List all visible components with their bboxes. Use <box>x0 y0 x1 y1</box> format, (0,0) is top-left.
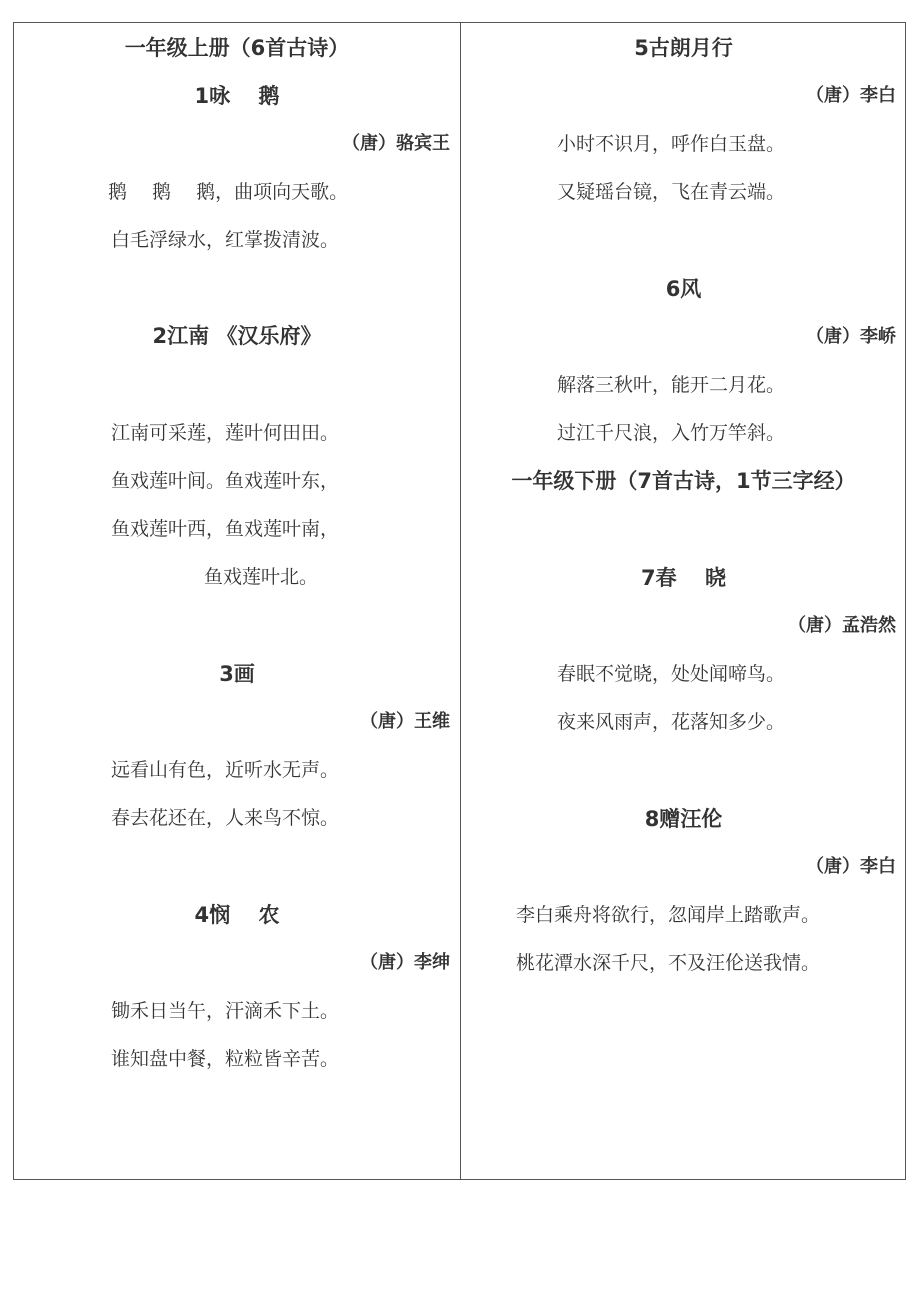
poem-title: 1咏 鹅 <box>194 84 280 108</box>
poem-line: 远看山有色，近听水无声。 <box>111 759 340 781</box>
section-title-grade1-down: 一年级下册（7首古诗，1节三字经） <box>511 469 856 493</box>
poem-title: 7春 晓 <box>641 566 726 590</box>
poem-author: （唐）骆宾王 <box>342 133 450 154</box>
poem-author: （唐）王维 <box>360 711 450 732</box>
poem-title: 2江南 《汉乐府》 <box>152 324 322 348</box>
poem-line: 锄禾日当午，汗滴禾下土。 <box>111 1000 340 1022</box>
poem-title: 5古朗月行 <box>634 36 733 60</box>
section-title-grade1-up: 一年级上册（6首古诗） <box>124 36 350 60</box>
poem-line: 小时不识月，呼作白玉盘。 <box>557 133 786 155</box>
poem-line: 李白乘舟将欲行，忽闻岸上踏歌声。 <box>516 904 821 926</box>
poem-line: 春眠不觉晓，处处闻啼鸟。 <box>557 663 786 685</box>
poem-line: 桃花潭水深千尺，不及汪伦送我情。 <box>516 952 821 974</box>
poem-line: 夜来风雨声，花落知多少。 <box>557 711 786 733</box>
poem-line: 鱼戏莲叶北。 <box>204 566 319 588</box>
poem-author: （唐）孟浩然 <box>788 615 896 636</box>
poem-line: 春去花还在，人来鸟不惊。 <box>111 807 340 829</box>
poem-line: 鱼戏莲叶间。鱼戏莲叶东， <box>111 470 340 492</box>
poem-title: 8赠汪伦 <box>644 807 723 831</box>
poem-title: 6风 <box>665 277 702 301</box>
poem-line: 白毛浮绿水，红掌拨清波。 <box>111 229 340 251</box>
poem-line: 又疑瑶台镜，飞在青云端。 <box>557 181 786 203</box>
poem-author: （唐）李白 <box>806 85 896 106</box>
poem-line: 过江千尺浪，入竹万竿斜。 <box>557 422 786 444</box>
poem-line: 江南可采莲，莲叶何田田。 <box>111 422 340 444</box>
poem-author: （唐）李峤 <box>806 326 896 347</box>
poem-line: 解落三秋叶，能开二月花。 <box>557 374 786 396</box>
poem-title: 4悯 农 <box>194 903 280 927</box>
poem-author: （唐）李白 <box>806 856 896 877</box>
poem-line: 鹅 鹅 鹅，曲项向天歌。 <box>108 181 349 203</box>
left-column <box>14 22 460 1180</box>
right-column <box>461 22 906 1180</box>
poem-line: 谁知盘中餐，粒粒皆辛苦。 <box>111 1048 340 1070</box>
poem-line: 鱼戏莲叶西，鱼戏莲叶南， <box>111 518 340 540</box>
poem-author: （唐）李绅 <box>360 952 450 973</box>
poem-title: 3画 <box>219 662 255 686</box>
